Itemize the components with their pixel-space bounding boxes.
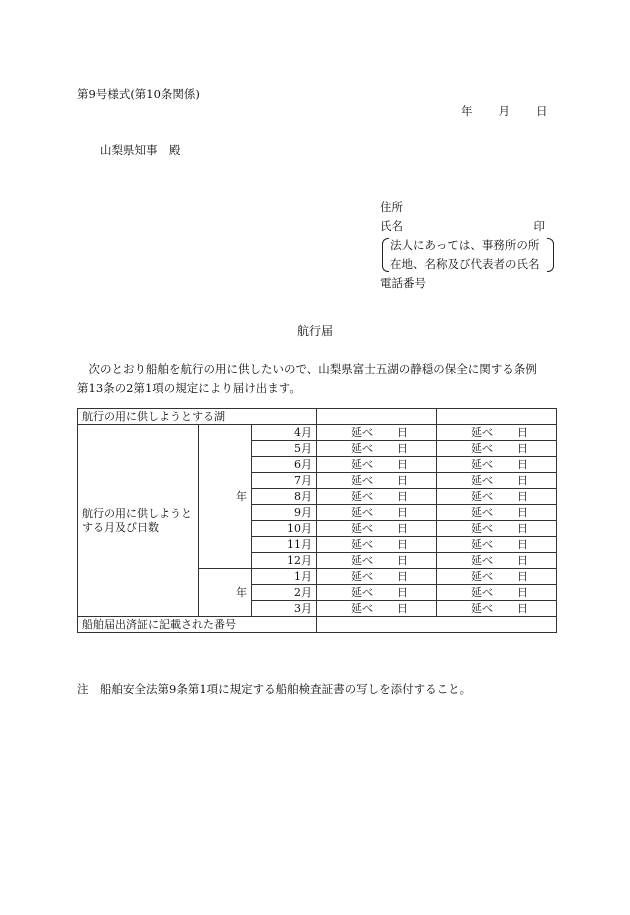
- days-cell: [321, 442, 432, 456]
- month-row: [78, 425, 557, 441]
- applicant-block: [380, 198, 552, 293]
- page-title: 航行届: [296, 324, 333, 338]
- nobe-label: 延べ: [351, 537, 373, 551]
- month-8-days-1[interactable]: [317, 553, 437, 569]
- month-label: 3月: [252, 601, 317, 617]
- month-0-days-1[interactable]: [317, 425, 437, 441]
- seal-label: 印: [533, 219, 545, 233]
- nobe-label: 延べ: [471, 585, 493, 599]
- nobe-label: 延べ: [471, 569, 493, 583]
- registration-field[interactable]: [317, 617, 557, 633]
- month2-0-days-1[interactable]: [317, 569, 437, 585]
- year-field-2[interactable]: 年: [199, 569, 252, 617]
- month2-0-days-2[interactable]: [437, 569, 557, 585]
- days-cell: [321, 506, 432, 520]
- month-4-days-1[interactable]: [317, 489, 437, 505]
- nobe-label: 延べ: [351, 505, 373, 519]
- month-label: 5月: [252, 441, 317, 457]
- day-label: 日: [397, 601, 408, 615]
- month-7-days-2[interactable]: [437, 537, 557, 553]
- date-day: 日: [536, 104, 548, 118]
- days-cell: [441, 474, 552, 488]
- day-label: 日: [517, 585, 528, 599]
- nobe-label: 延べ: [471, 505, 493, 519]
- day-label: 日: [517, 569, 528, 583]
- date-line: [461, 103, 548, 119]
- form-number: 第9号様式(第10条関係): [77, 87, 200, 101]
- days-cell: [321, 586, 432, 600]
- month-label: 11月: [252, 537, 317, 553]
- day-label: 日: [397, 553, 408, 567]
- day-label: 日: [517, 553, 528, 567]
- name-label: 氏名: [380, 219, 403, 233]
- month-8-days-2[interactable]: [437, 553, 557, 569]
- day-label: 日: [397, 505, 408, 519]
- nobe-label: 延べ: [351, 585, 373, 599]
- month-label: 10月: [252, 521, 317, 537]
- name-row: [380, 217, 545, 236]
- month-label: 4月: [252, 425, 317, 441]
- days-cell: [321, 602, 432, 616]
- month-label: 9月: [252, 505, 317, 521]
- nobe-label: 延べ: [471, 553, 493, 567]
- days-cell: [441, 442, 552, 456]
- body-text: [77, 360, 557, 398]
- nobe-label: 延べ: [471, 601, 493, 615]
- days-cell: [441, 522, 552, 536]
- day-label: 日: [517, 441, 528, 455]
- month-3-days-2[interactable]: [437, 473, 557, 489]
- month-1-days-1[interactable]: [317, 441, 437, 457]
- month-6-days-2[interactable]: [437, 521, 557, 537]
- addressee: 山梨県知事 殿: [100, 143, 181, 157]
- month2-2-days-2[interactable]: [437, 601, 557, 617]
- corporate-note-line2: 在地、名称及び代表者の氏名: [390, 257, 540, 271]
- days-cell: [321, 426, 432, 440]
- day-label: 日: [397, 489, 408, 503]
- nobe-label: 延べ: [351, 441, 373, 455]
- day-label: 日: [397, 457, 408, 471]
- month-7-days-1[interactable]: [317, 537, 437, 553]
- registration-row: [78, 617, 557, 633]
- nobe-label: 延べ: [351, 601, 373, 615]
- body-line-2: 第13条の2第1項の規定により届け出ます。: [77, 381, 301, 395]
- nobe-label: 延べ: [471, 489, 493, 503]
- corporate-note-line1: 法人にあっては、事務所の所: [390, 238, 540, 252]
- nobe-label: 延べ: [351, 425, 373, 439]
- period-label: 航行の用に供しようとする月及び日数: [78, 425, 199, 617]
- days-cell: [321, 490, 432, 504]
- corporate-note: [380, 236, 552, 274]
- address-label: 住所: [380, 200, 403, 214]
- days-cell: [441, 586, 552, 600]
- month-label: 1月: [252, 569, 317, 585]
- nobe-label: 延べ: [471, 473, 493, 487]
- days-cell: [321, 554, 432, 568]
- lake-field-1[interactable]: [317, 409, 437, 425]
- month-label: 2月: [252, 585, 317, 601]
- day-label: 日: [517, 457, 528, 471]
- day-label: 日: [397, 441, 408, 455]
- date-year: 年: [461, 104, 473, 118]
- nobe-label: 延べ: [351, 473, 373, 487]
- days-cell: [321, 522, 432, 536]
- month-label: 12月: [252, 553, 317, 569]
- month2-1-days-2[interactable]: [437, 585, 557, 601]
- year-field-1[interactable]: 年: [199, 425, 252, 569]
- days-cell: [441, 570, 552, 584]
- day-label: 日: [517, 473, 528, 487]
- nobe-label: 延べ: [471, 457, 493, 471]
- nobe-label: 延べ: [351, 569, 373, 583]
- day-label: 日: [397, 537, 408, 551]
- days-cell: [321, 458, 432, 472]
- date-month: 月: [498, 104, 510, 118]
- month-4-days-2[interactable]: [437, 489, 557, 505]
- notification-table: [77, 408, 557, 633]
- month-3-days-1[interactable]: [317, 473, 437, 489]
- phone-label: 電話番号: [380, 276, 426, 290]
- footnote: 注 船舶安全法第9条第1項に規定する船舶検査証書の写しを添付すること。: [77, 682, 472, 696]
- month-label: 6月: [252, 457, 317, 473]
- days-cell: [441, 554, 552, 568]
- day-label: 日: [517, 521, 528, 535]
- day-label: 日: [517, 425, 528, 439]
- month-label: 7月: [252, 473, 317, 489]
- days-cell: [441, 538, 552, 552]
- nobe-label: 延べ: [351, 553, 373, 567]
- nobe-label: 延べ: [471, 537, 493, 551]
- month-0-days-2[interactable]: [437, 425, 557, 441]
- nobe-label: 延べ: [351, 489, 373, 503]
- day-label: 日: [397, 425, 408, 439]
- days-cell: [321, 570, 432, 584]
- nobe-label: 延べ: [471, 521, 493, 535]
- day-label: 日: [397, 473, 408, 487]
- registration-label: 船舶届出済証に記載された番号: [78, 617, 317, 633]
- month-2-days-1[interactable]: [317, 457, 437, 473]
- month2-2-days-1[interactable]: [317, 601, 437, 617]
- days-cell: [321, 474, 432, 488]
- month-5-days-1[interactable]: [317, 505, 437, 521]
- days-cell: [321, 538, 432, 552]
- month-1-days-2[interactable]: [437, 441, 557, 457]
- month-label: 8月: [252, 489, 317, 505]
- month-2-days-2[interactable]: [437, 457, 557, 473]
- nobe-label: 延べ: [471, 441, 493, 455]
- days-cell: [441, 602, 552, 616]
- nobe-label: 延べ: [471, 425, 493, 439]
- days-cell: [441, 458, 552, 472]
- day-label: 日: [517, 489, 528, 503]
- month-6-days-1[interactable]: [317, 521, 437, 537]
- nobe-label: 延べ: [351, 457, 373, 471]
- day-label: 日: [517, 505, 528, 519]
- days-cell: [441, 490, 552, 504]
- month2-1-days-1[interactable]: [317, 585, 437, 601]
- month-5-days-2[interactable]: [437, 505, 557, 521]
- day-label: 日: [397, 569, 408, 583]
- day-label: 日: [397, 521, 408, 535]
- lake-field-2[interactable]: [437, 409, 557, 425]
- day-label: 日: [397, 585, 408, 599]
- nobe-label: 延べ: [351, 521, 373, 535]
- body-line-1: 次のとおり船舶を航行の用に供したいので、山梨県富士五湖の静穏の保全に関する条例: [77, 362, 537, 376]
- days-cell: [441, 506, 552, 520]
- day-label: 日: [517, 537, 528, 551]
- day-label: 日: [517, 601, 528, 615]
- days-cell: [441, 426, 552, 440]
- lake-label: 航行の用に供しようとする湖: [78, 409, 317, 425]
